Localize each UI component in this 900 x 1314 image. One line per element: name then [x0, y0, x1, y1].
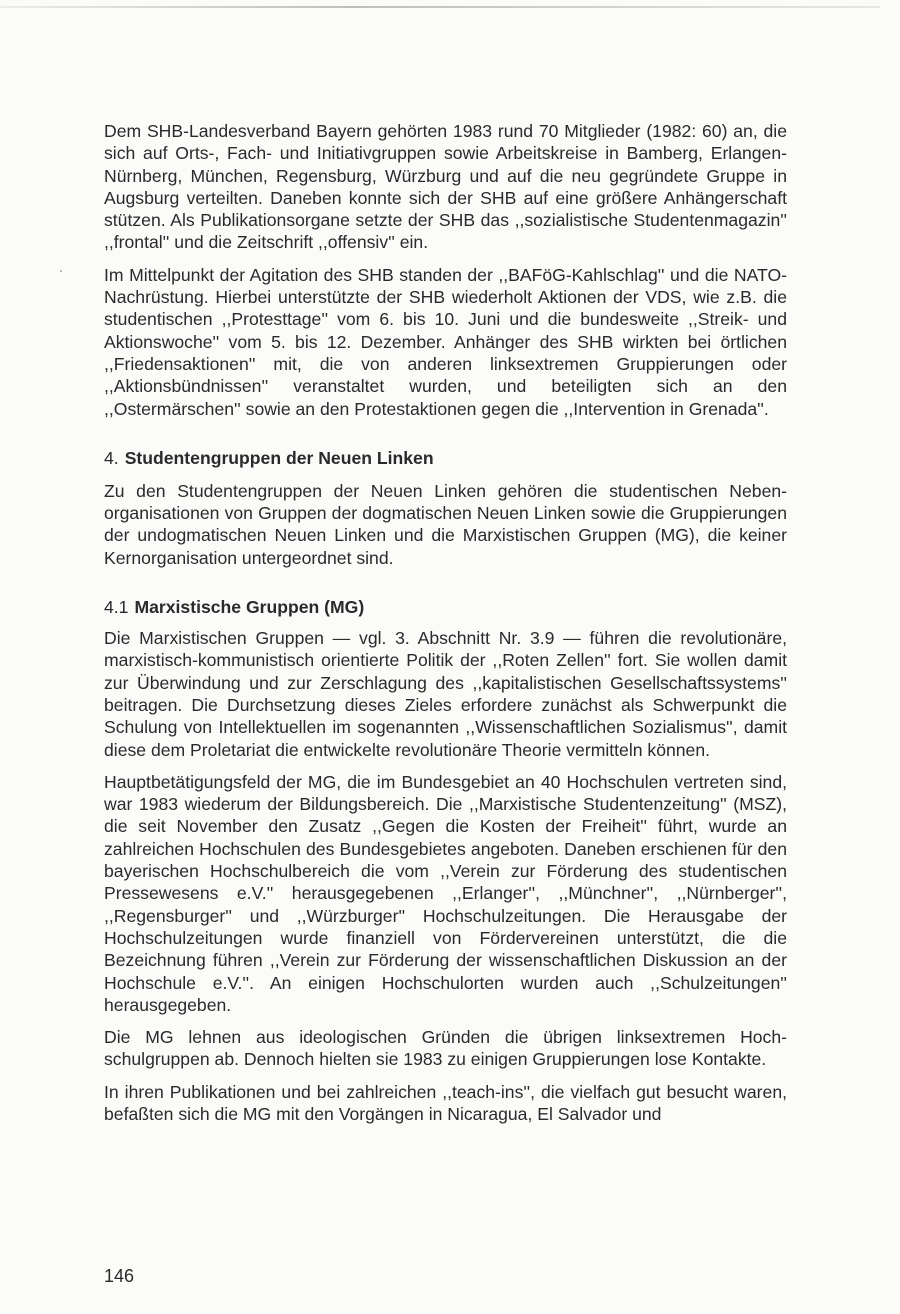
paragraph-shb-members: Dem SHB-Landesverband Bayern gehörten 1983 rund 70 Mitglieder (1982: 60) an, die sich auf Orts-, Fach- und Initiativgruppen sowie Arbeitskreise in Bamberg, Erlangen-Nürnberg, München, Regensburg, Würzburg und auf die neu gegründete Gruppe in Augsburg verteilten. Daneben konnte sich der SHB auf eine größere Anhängerschaft stützen. Als Publikationsorgane setzte der SHB das ,,sozialistische Studentenmagazin'' ,,frontal'' und die Zeitschrift ,,offensiv'' ein.	[104, 121, 787, 253]
page-number: 146	[104, 1266, 135, 1286]
paragraph-section-4: Zu den Studentengruppen der Neuen Linken gehören die studentischen Nebenorganisationen von Gruppen der dogmatischen Neuen Linken sowie die Gruppierungen der undogmatischen Neuen Linken und die Marxistischen Gruppen (MG), die keiner Kernorganisation untergeordnet sind.	[104, 480, 787, 568]
section-4-heading	[104, 446, 787, 470]
scan-speck	[60, 270, 62, 272]
paragraph-shb-agitation: Im Mittelpunkt der Agitation des SHB standen der ,,BAFöG-Kahlschlag'' und die NATO-Nachrüstung. Hierbei unterstützte der SHB wiederholt Aktionen der VDS, wie z.B. die studentischen ,,Protesttage'' vom 6. bis 10. Juni und die bundesweite ,,Streik- und Aktionswoche'' vom 5. bis 12. Dezember. Anhänger des SHB wirkten bei örtlichen ,,Friedensaktionen'' mit, die von anderen linksextremen Gruppierungen oder ,,Aktionsbündnissen'' veranstaltet wurden, und beteiligten sich an den ,,Ostermärschen'' sowie an den Protestaktionen gegen die ,,Intervention in Grenada''.	[104, 264, 787, 419]
paragraph-mg-politics: Die Marxistischen Gruppen — vgl. 3. Abschnitt Nr. 3.9 — führen die revolutionäre, marxistisch-kommunistisch orientierte Politik der ,,Roten Zellen'' fort. Sie wollen damit zur Überwindung und zur Zerschlagung des ,,kapitalistischen Gesellschaftssystems'' beitragen. Die Durchsetzung dieses Zieles erfordere zunächst als Schwerpunkt die Schulung von Intellektuellen im sogenannten ,,Wissenschaftlichen Sozialismus'', damit diese dem Proletariat die entwickelte revolutionäre Theorie vermitteln können.	[104, 628, 787, 760]
section-4-1-heading	[104, 595, 787, 619]
page-body	[104, 120, 787, 1125]
section-4-number: 4.	[104, 447, 119, 468]
section-4-title: Studentengruppen der Neuen Linken	[124, 447, 434, 468]
section-4-1-title: Marxistische Gruppen (MG)	[134, 597, 365, 618]
paragraph-mg-ideology: Die MG lehnen aus ideologischen Gründen die übrigen linksextremen Hochschulgruppen ab. Dennoch hielten sie 1983 zu einigen Gruppierungen lose Kontakte.	[104, 1027, 787, 1070]
top-scan-edge	[0, 6, 880, 8]
paragraph-mg-publications: In ihren Publikationen und bei zahlreichen ,,teach-ins'', die vielfach gut besucht waren, befaßten sich die MG mit den Vorgängen in Nicaragua, El Salvador und	[104, 1081, 787, 1124]
paragraph-mg-activity: Hauptbetätigungsfeld der MG, die im Bundesgebiet an 40 Hochschulen vertreten sind, war 1983 wiederum der Bildungsbereich. Die ,,Marxistische Studentenzeitung'' (MSZ), die seit November den Zusatz ,,Gegen die Kosten der Freiheit'' führt, wurde an zahlreichen Hochschulen des Bundesgebietes angeboten. Daneben erschienen für den bayerischen Hochschulbereich die vom ,,Verein zur Förderung des studentischen Pressewesens e.V.'' herausgegebenen ,,Erlanger'', ,,Münchner'', ,,Nürnberger'', ,,Regensburger'' und ,,Würzburger'' Hochschulzeitungen. Die Herausgabe der Hochschulzeitungen wurde finanziell von Fördervereinen unterstützt, die die Bezeichnung führen ,,Verein zur Förderung der wissenschaftlichen Diskussion an der Hochschule e.V.''. An einigen Hochschulorten wurden auch ,,Schulzeitungen'' herausgegeben.	[104, 771, 787, 1015]
section-4-1-number: 4.1	[104, 597, 129, 618]
